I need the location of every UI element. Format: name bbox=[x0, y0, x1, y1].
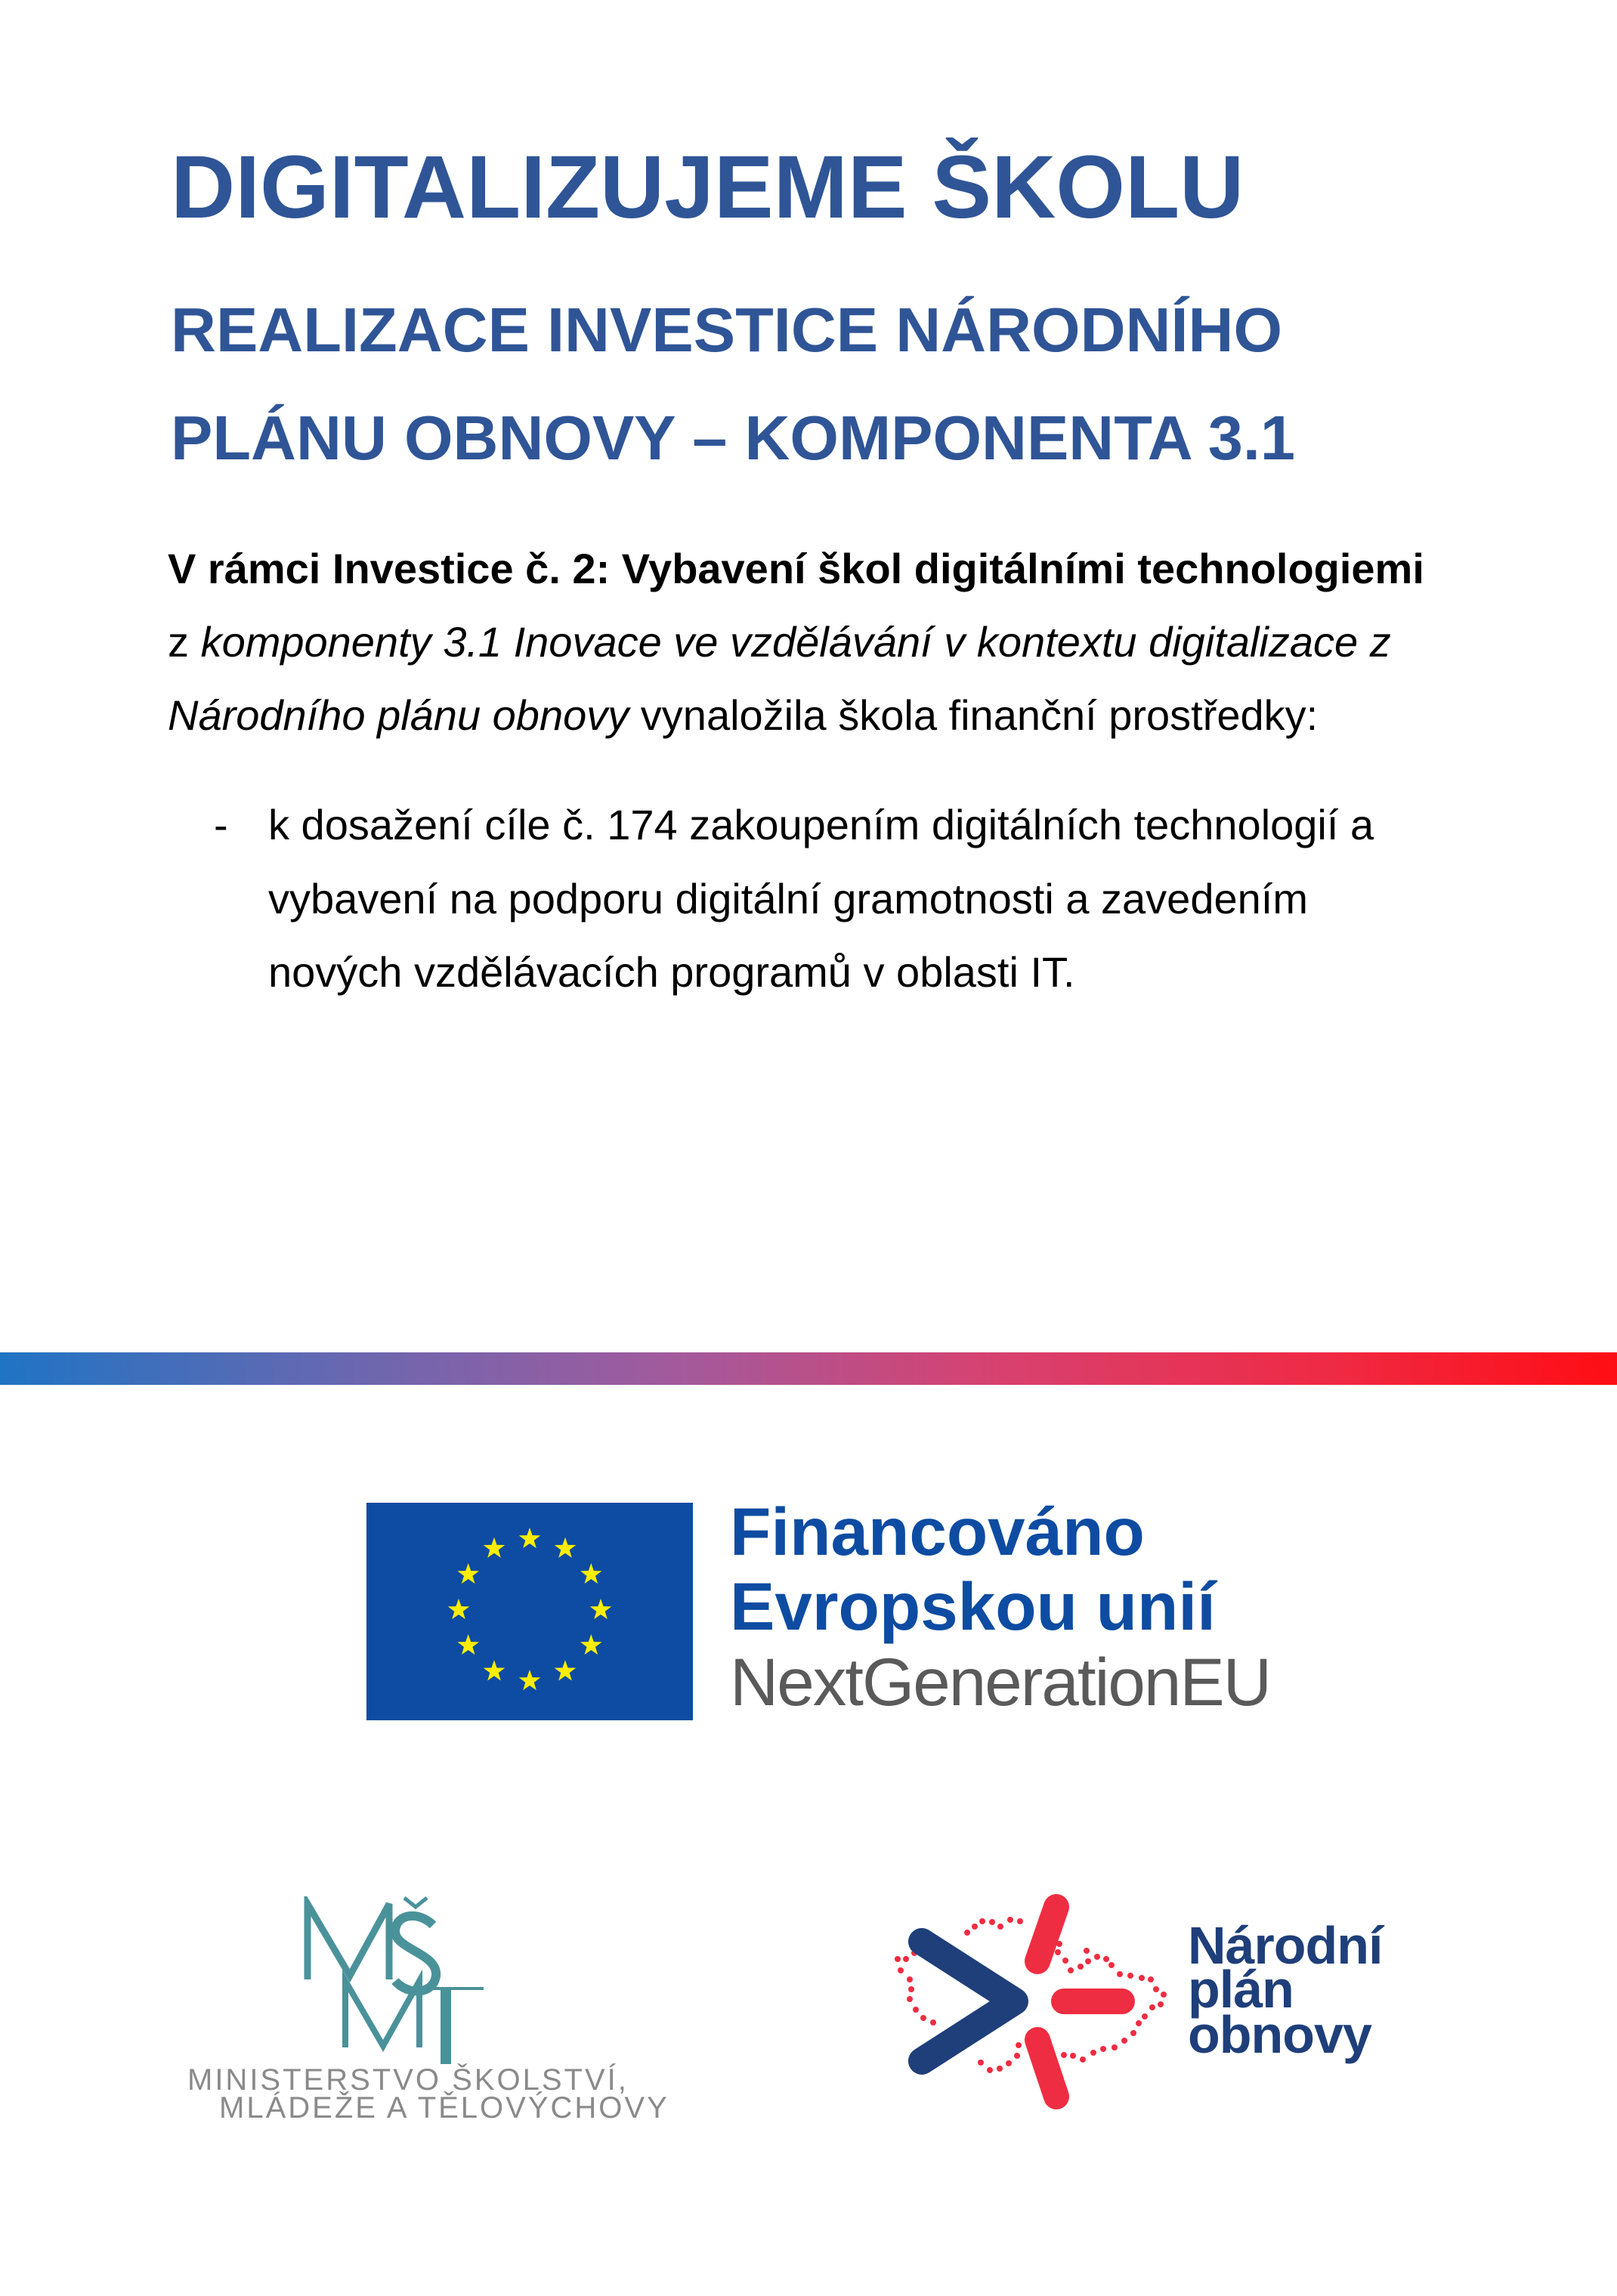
bullet-line-1: k dosažení cíle č. 174 zakoupením digitálních technologií a bbox=[268, 801, 1374, 848]
next-generation-eu-label: NextGenerationEU bbox=[730, 1644, 1270, 1720]
eu-financed-line-2: Evropskou unií bbox=[730, 1568, 1216, 1644]
msmt-name-line-1: MINISTERSTVO ŠKOLSTVÍ, bbox=[187, 2063, 629, 2097]
msmt-name-line-2: MLÁDEŽE A TĚLOVÝCHOVY bbox=[219, 2091, 669, 2124]
eu-financed-line-1: Financováno bbox=[730, 1494, 1145, 1569]
bullet-line-2: vybavení na podporu digitální gramotnosti a zavedením bbox=[268, 875, 1308, 922]
intro-line-2-prefix: z bbox=[168, 618, 201, 666]
intro-line-2 bbox=[168, 618, 1391, 666]
eu-flag-icon bbox=[366, 1503, 693, 1720]
subtitle-line-2: PLÁNU OBNOVY – KOMPONENTA 3.1 bbox=[171, 403, 1296, 473]
intro-line-3-italic: Národního plánu obnovy bbox=[168, 691, 629, 739]
bullet-marker: - bbox=[214, 801, 228, 848]
msmt-logo-icon bbox=[298, 1896, 548, 2066]
npo-name-line-2: plán bbox=[1188, 1960, 1294, 2019]
intro-line-2-italic: komponenty 3.1 Inovace ve vzdělávání v kontextu digitalizace z bbox=[200, 618, 1391, 666]
intro-line-1: V rámci Investice č. 2: Vybavení škol digitálními technologiemi bbox=[168, 545, 1424, 592]
page-title: DIGITALIZUJEME ŠKOLU bbox=[171, 138, 1244, 237]
eu-stars-icon bbox=[366, 1503, 693, 1720]
npo-name-line-1: Národní bbox=[1188, 1916, 1383, 1975]
intro-line-3-rest: vynaložila škola finanční prostředky: bbox=[629, 691, 1319, 739]
subtitle-line-1: REALIZACE INVESTICE NÁRODNÍHO bbox=[171, 295, 1283, 365]
npo-star-icon bbox=[892, 1889, 1179, 2115]
bullet-line-3: nových vzdělávacích programů v oblasti IT. bbox=[268, 948, 1075, 996]
gradient-divider bbox=[0, 1352, 1617, 1385]
npo-name-line-3: obnovy bbox=[1188, 2005, 1371, 2064]
intro-line-3 bbox=[168, 691, 1319, 739]
